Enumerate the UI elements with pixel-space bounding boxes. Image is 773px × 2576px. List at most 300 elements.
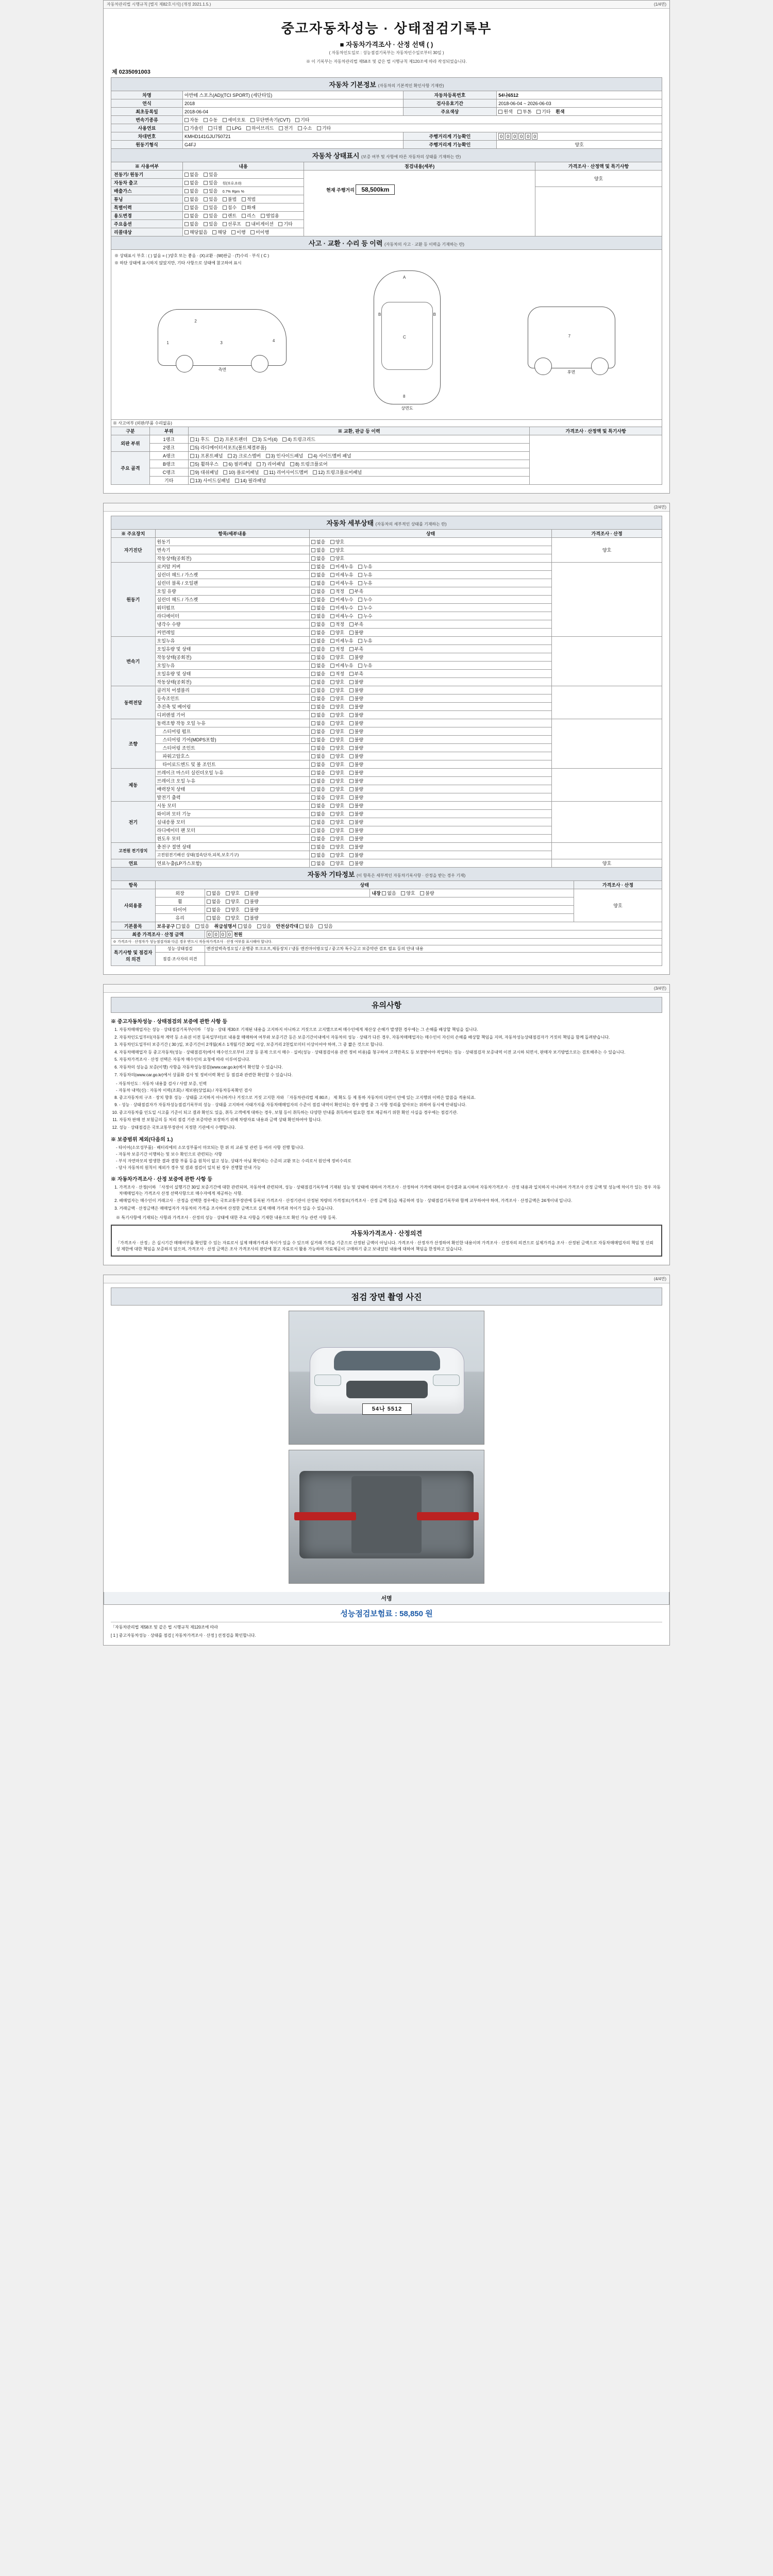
- state-option[interactable]: 양호: [330, 744, 344, 751]
- color-option[interactable]: 투톤: [517, 108, 531, 115]
- fuel-option[interactable]: LPG: [227, 126, 241, 131]
- part-option[interactable]: 7) 리어패널: [257, 461, 285, 467]
- checkbox-icon[interactable]: [257, 924, 261, 928]
- checkbox-icon[interactable]: [349, 738, 354, 742]
- checkbox-icon[interactable]: [358, 614, 362, 618]
- option[interactable]: 미이행: [250, 229, 269, 235]
- checkbox-icon[interactable]: [246, 222, 250, 226]
- checkbox-icon[interactable]: [226, 891, 230, 895]
- state-option[interactable]: 양호: [330, 720, 344, 726]
- state-option[interactable]: 미세누유: [330, 662, 354, 669]
- checkbox-icon[interactable]: [313, 470, 317, 474]
- checkbox-icon[interactable]: [311, 655, 315, 659]
- transmission-option[interactable]: 자동: [184, 116, 198, 123]
- transmission-option[interactable]: 세미오토: [223, 116, 246, 123]
- option[interactable]: 기타: [278, 221, 292, 227]
- transmission-option[interactable]: 무단변속기(CVT): [250, 116, 290, 123]
- checkbox-icon[interactable]: [245, 908, 249, 912]
- fuel-option[interactable]: 하이브리드: [246, 125, 274, 131]
- state-option[interactable]: 없음: [311, 769, 325, 776]
- checkbox-icon[interactable]: [311, 614, 315, 618]
- checkbox-icon[interactable]: [282, 437, 287, 442]
- state-option[interactable]: 불량: [349, 736, 363, 743]
- part-option[interactable]: 13) 사이드실패널: [190, 477, 230, 484]
- fuel-option[interactable]: 수소: [298, 125, 312, 131]
- checkbox-icon[interactable]: [318, 924, 323, 928]
- state-option[interactable]: 양호: [226, 914, 240, 921]
- state-option[interactable]: 불량: [245, 906, 259, 913]
- state-option[interactable]: 없음: [311, 720, 325, 726]
- checkbox-icon[interactable]: [311, 861, 315, 866]
- checkbox-icon[interactable]: [184, 222, 189, 226]
- option[interactable]: 불법: [223, 196, 237, 202]
- checkbox-icon[interactable]: [349, 730, 354, 734]
- checkbox-icon[interactable]: [330, 721, 334, 725]
- checkbox-icon[interactable]: [204, 222, 208, 226]
- checkbox-icon[interactable]: [311, 631, 315, 635]
- checkbox-icon[interactable]: [223, 206, 227, 210]
- state-option[interactable]: 없음: [311, 588, 325, 595]
- state-option[interactable]: 불량: [349, 819, 363, 825]
- state-option[interactable]: 불량: [349, 761, 363, 768]
- checkbox-icon[interactable]: [190, 437, 194, 442]
- checkbox-icon[interactable]: [349, 837, 354, 841]
- checkbox-icon[interactable]: [330, 812, 334, 816]
- state-option[interactable]: 양호: [330, 654, 344, 660]
- state-option[interactable]: 불량: [245, 898, 259, 905]
- checkbox-icon[interactable]: [330, 787, 334, 791]
- checkbox-icon[interactable]: [311, 713, 315, 717]
- state-option[interactable]: 없음: [311, 687, 325, 693]
- checkbox-icon[interactable]: [349, 746, 354, 750]
- state-option[interactable]: 없음: [311, 571, 325, 578]
- state-option[interactable]: 양호: [330, 860, 344, 867]
- state-option[interactable]: 누수: [358, 596, 372, 603]
- part-option[interactable]: 9) 대쉬패널: [190, 469, 219, 476]
- state-option[interactable]: 불량: [245, 890, 259, 896]
- state-option[interactable]: 없음: [207, 890, 221, 896]
- option[interactable]: 없음: [184, 171, 198, 178]
- part-option[interactable]: 5) 휠하우스: [190, 461, 219, 467]
- state-option[interactable]: 불량: [349, 654, 363, 660]
- state-option[interactable]: 양호: [330, 769, 344, 776]
- option[interactable]: 화재: [242, 204, 256, 211]
- checkbox-icon[interactable]: [349, 647, 354, 651]
- checkbox-icon[interactable]: [330, 598, 334, 602]
- option[interactable]: 렌트: [223, 212, 237, 219]
- checkbox-icon[interactable]: [330, 804, 334, 808]
- state-option[interactable]: 누유: [358, 580, 372, 586]
- checkbox-icon[interactable]: [208, 126, 212, 130]
- state-option[interactable]: 불량: [349, 843, 363, 850]
- checkbox-icon[interactable]: [330, 540, 334, 544]
- checkbox-icon[interactable]: [190, 462, 194, 466]
- checkbox-icon[interactable]: [207, 891, 211, 895]
- option[interactable]: 있음: [204, 204, 217, 211]
- checkbox-icon[interactable]: [317, 126, 321, 130]
- checkbox-icon[interactable]: [242, 197, 246, 201]
- option[interactable]: 적법: [242, 196, 256, 202]
- state-option[interactable]: 불량: [349, 777, 363, 784]
- state-option[interactable]: 불량: [349, 794, 363, 801]
- option[interactable]: 내비게이션: [246, 221, 273, 227]
- checkbox-icon[interactable]: [330, 754, 334, 758]
- checkbox-icon[interactable]: [204, 189, 208, 193]
- state-option[interactable]: 양호: [330, 810, 344, 817]
- state-option[interactable]: 불량: [349, 679, 363, 685]
- checkbox-icon[interactable]: [330, 853, 334, 857]
- checkbox-icon[interactable]: [349, 688, 354, 692]
- state-option[interactable]: 양호: [226, 890, 240, 896]
- checkbox-icon[interactable]: [261, 214, 265, 218]
- checkbox-icon[interactable]: [235, 479, 239, 483]
- part-option[interactable]: 3) 인사이드패널: [266, 452, 304, 459]
- checkbox-icon[interactable]: [311, 795, 315, 800]
- checkbox-icon[interactable]: [349, 779, 354, 783]
- checkbox-icon[interactable]: [311, 622, 315, 626]
- state-option[interactable]: 없음: [311, 547, 325, 553]
- checkbox-icon[interactable]: [330, 746, 334, 750]
- state-option[interactable]: 양호: [401, 890, 415, 896]
- state-option[interactable]: 없음: [176, 923, 190, 929]
- checkbox-icon[interactable]: [299, 924, 304, 928]
- checkbox-icon[interactable]: [349, 672, 354, 676]
- state-option[interactable]: 양호: [330, 835, 344, 842]
- state-option[interactable]: 없음: [311, 654, 325, 660]
- state-option[interactable]: 부족: [349, 621, 363, 628]
- state-option[interactable]: 미세누유: [330, 637, 354, 644]
- state-option[interactable]: 불량: [349, 860, 363, 867]
- state-option[interactable]: 양호: [330, 761, 344, 768]
- checkbox-icon[interactable]: [382, 891, 386, 895]
- checkbox-icon[interactable]: [311, 540, 315, 544]
- checkbox-icon[interactable]: [330, 672, 334, 676]
- checkbox-icon[interactable]: [311, 828, 315, 833]
- checkbox-icon[interactable]: [298, 126, 302, 130]
- option[interactable]: 없음: [184, 188, 198, 194]
- state-option[interactable]: 양호: [330, 736, 344, 743]
- checkbox-icon[interactable]: [311, 647, 315, 651]
- checkbox-icon[interactable]: [349, 713, 354, 717]
- checkbox-icon[interactable]: [250, 230, 255, 234]
- checkbox-icon[interactable]: [349, 828, 354, 833]
- fuel-option[interactable]: 가솔린: [184, 125, 203, 131]
- state-option[interactable]: 미세누수: [330, 613, 354, 619]
- checkbox-icon[interactable]: [330, 688, 334, 692]
- part-option[interactable]: 8) 트렁크플로어: [290, 461, 328, 467]
- state-option[interactable]: 없음: [311, 736, 325, 743]
- checkbox-icon[interactable]: [311, 672, 315, 676]
- checkbox-icon[interactable]: [330, 664, 334, 668]
- checkbox-icon[interactable]: [330, 614, 334, 618]
- state-option[interactable]: 없음: [311, 695, 325, 702]
- checkbox-icon[interactable]: [330, 556, 334, 561]
- checkbox-icon[interactable]: [308, 454, 312, 458]
- checkbox-icon[interactable]: [311, 837, 315, 841]
- state-option[interactable]: 양호: [330, 538, 344, 545]
- state-option[interactable]: 없음: [238, 923, 252, 929]
- state-option[interactable]: 양호: [330, 629, 344, 636]
- checkbox-icon[interactable]: [330, 697, 334, 701]
- color-option[interactable]: 기타: [536, 108, 550, 115]
- option[interactable]: 있음: [204, 171, 217, 178]
- checkbox-icon[interactable]: [257, 462, 261, 466]
- option[interactable]: 리스: [242, 212, 256, 219]
- checkbox-icon[interactable]: [184, 206, 189, 210]
- state-option[interactable]: 없음: [311, 835, 325, 842]
- checkbox-icon[interactable]: [253, 437, 257, 442]
- state-option[interactable]: 미세누수: [330, 604, 354, 611]
- state-option[interactable]: 불량: [349, 720, 363, 726]
- checkbox-icon[interactable]: [330, 548, 334, 552]
- checkbox-icon[interactable]: [358, 598, 362, 602]
- checkbox-icon[interactable]: [330, 647, 334, 651]
- checkbox-icon[interactable]: [279, 126, 283, 130]
- checkbox-icon[interactable]: [204, 181, 208, 185]
- checkbox-icon[interactable]: [349, 762, 354, 767]
- checkbox-icon[interactable]: [311, 804, 315, 808]
- checkbox-icon[interactable]: [311, 565, 315, 569]
- checkbox-icon[interactable]: [264, 470, 268, 474]
- state-option[interactable]: 누수: [358, 613, 372, 619]
- state-option[interactable]: 양호: [330, 547, 344, 553]
- state-option[interactable]: 양호: [330, 728, 344, 735]
- state-option[interactable]: 누수: [358, 604, 372, 611]
- state-option[interactable]: 양호: [226, 898, 240, 905]
- checkbox-icon[interactable]: [242, 214, 246, 218]
- state-option[interactable]: 적정: [330, 670, 344, 677]
- checkbox-icon[interactable]: [207, 916, 211, 920]
- state-option[interactable]: 없음: [311, 860, 325, 867]
- checkbox-icon[interactable]: [227, 126, 231, 130]
- state-option[interactable]: 있음: [318, 923, 332, 929]
- checkbox-icon[interactable]: [330, 837, 334, 841]
- checkbox-icon[interactable]: [349, 721, 354, 725]
- checkbox-icon[interactable]: [349, 845, 354, 849]
- option[interactable]: 있음: [204, 188, 217, 194]
- checkbox-icon[interactable]: [223, 118, 227, 122]
- checkbox-icon[interactable]: [223, 222, 227, 226]
- checkbox-icon[interactable]: [330, 639, 334, 643]
- checkbox-icon[interactable]: [330, 779, 334, 783]
- checkbox-icon[interactable]: [226, 908, 230, 912]
- state-option[interactable]: 없음: [311, 744, 325, 751]
- option[interactable]: 없음: [184, 196, 198, 202]
- state-option[interactable]: 없음: [311, 555, 325, 562]
- checkbox-icon[interactable]: [349, 804, 354, 808]
- state-option[interactable]: 불량: [349, 687, 363, 693]
- checkbox-icon[interactable]: [311, 738, 315, 742]
- state-option[interactable]: 누유: [358, 637, 372, 644]
- checkbox-icon[interactable]: [184, 126, 189, 130]
- checkbox-icon[interactable]: [184, 173, 189, 177]
- checkbox-icon[interactable]: [278, 222, 282, 226]
- state-option[interactable]: 없음: [311, 753, 325, 759]
- fuel-option[interactable]: 기타: [317, 125, 331, 131]
- state-option[interactable]: 적정: [330, 646, 344, 652]
- option[interactable]: 영업용: [261, 212, 279, 219]
- checkbox-icon[interactable]: [311, 548, 315, 552]
- checkbox-icon[interactable]: [311, 853, 315, 857]
- state-option[interactable]: 불량: [349, 802, 363, 809]
- state-option[interactable]: 양호: [330, 794, 344, 801]
- checkbox-icon[interactable]: [228, 454, 232, 458]
- state-option[interactable]: 없음: [311, 819, 325, 825]
- checkbox-icon[interactable]: [184, 197, 189, 201]
- checkbox-icon[interactable]: [349, 795, 354, 800]
- state-option[interactable]: 없음: [311, 810, 325, 817]
- state-option[interactable]: 없음: [207, 906, 221, 913]
- state-option[interactable]: 없음: [311, 852, 325, 858]
- checkbox-icon[interactable]: [226, 916, 230, 920]
- state-option[interactable]: 없음: [299, 923, 313, 929]
- state-option[interactable]: 양호: [330, 827, 344, 834]
- checkbox-icon[interactable]: [358, 606, 362, 610]
- checkbox-icon[interactable]: [358, 664, 362, 668]
- checkbox-icon[interactable]: [212, 230, 216, 234]
- state-option[interactable]: 없음: [207, 914, 221, 921]
- option[interactable]: 없음: [184, 204, 198, 211]
- checkbox-icon[interactable]: [330, 606, 334, 610]
- checkbox-icon[interactable]: [330, 738, 334, 742]
- state-option[interactable]: 불량: [349, 769, 363, 776]
- state-option[interactable]: 없음: [311, 646, 325, 652]
- checkbox-icon[interactable]: [311, 664, 315, 668]
- checkbox-icon[interactable]: [250, 118, 255, 122]
- state-option[interactable]: 불량: [349, 711, 363, 718]
- checkbox-icon[interactable]: [204, 197, 208, 201]
- checkbox-icon[interactable]: [184, 214, 189, 218]
- checkbox-icon[interactable]: [349, 853, 354, 857]
- state-option[interactable]: 양호: [226, 906, 240, 913]
- checkbox-icon[interactable]: [498, 110, 502, 114]
- state-option[interactable]: 불량: [349, 810, 363, 817]
- checkbox-icon[interactable]: [311, 787, 315, 791]
- checkbox-icon[interactable]: [245, 900, 249, 904]
- state-option[interactable]: 없음: [311, 679, 325, 685]
- state-option[interactable]: 양호: [330, 695, 344, 702]
- state-option[interactable]: 없음: [311, 777, 325, 784]
- state-option[interactable]: 없음: [311, 786, 325, 792]
- checkbox-icon[interactable]: [358, 581, 362, 585]
- checkbox-icon[interactable]: [311, 581, 315, 585]
- checkbox-icon[interactable]: [184, 230, 189, 234]
- option[interactable]: 이행: [231, 229, 245, 235]
- state-option[interactable]: 양호: [330, 777, 344, 784]
- checkbox-icon[interactable]: [420, 891, 424, 895]
- checkbox-icon[interactable]: [349, 697, 354, 701]
- option[interactable]: 없음: [184, 221, 198, 227]
- part-option[interactable]: 11) 리어사이드멤버: [264, 469, 308, 476]
- checkbox-icon[interactable]: [311, 820, 315, 824]
- state-option[interactable]: 불량: [349, 695, 363, 702]
- state-option[interactable]: 없음: [311, 761, 325, 768]
- checkbox-icon[interactable]: [184, 118, 189, 122]
- checkbox-icon[interactable]: [311, 688, 315, 692]
- checkbox-icon[interactable]: [349, 622, 354, 626]
- checkbox-icon[interactable]: [330, 845, 334, 849]
- transmission-option[interactable]: 수동: [204, 116, 217, 123]
- state-option[interactable]: 불량: [349, 753, 363, 759]
- state-option[interactable]: 없음: [311, 613, 325, 619]
- checkbox-icon[interactable]: [330, 589, 334, 594]
- checkbox-icon[interactable]: [190, 479, 194, 483]
- state-option[interactable]: 양호: [330, 703, 344, 710]
- state-option[interactable]: 없음: [311, 538, 325, 545]
- state-option[interactable]: 부족: [349, 646, 363, 652]
- checkbox-icon[interactable]: [311, 556, 315, 561]
- checkbox-icon[interactable]: [311, 606, 315, 610]
- state-option[interactable]: 미세누유: [330, 580, 354, 586]
- checkbox-icon[interactable]: [330, 622, 334, 626]
- option[interactable]: 있음: [204, 221, 217, 227]
- checkbox-icon[interactable]: [349, 787, 354, 791]
- checkbox-icon[interactable]: [349, 655, 354, 659]
- checkbox-icon[interactable]: [195, 924, 199, 928]
- checkbox-icon[interactable]: [311, 754, 315, 758]
- state-option[interactable]: 불량: [349, 827, 363, 834]
- state-option[interactable]: 부족: [349, 670, 363, 677]
- part-option[interactable]: 5) 라디에이터서포트(볼트체결부품): [190, 444, 266, 451]
- checkbox-icon[interactable]: [330, 565, 334, 569]
- state-option[interactable]: 부족: [349, 588, 363, 595]
- state-option[interactable]: 없음: [382, 890, 396, 896]
- option[interactable]: 해당없음: [184, 229, 208, 235]
- transmission-option[interactable]: 기타: [295, 116, 309, 123]
- state-option[interactable]: 있음: [257, 923, 271, 929]
- checkbox-icon[interactable]: [349, 589, 354, 594]
- option[interactable]: 있음: [204, 196, 217, 202]
- state-option[interactable]: 양호: [330, 687, 344, 693]
- checkbox-icon[interactable]: [223, 197, 227, 201]
- part-option[interactable]: 12) 트렁크플로어패널: [313, 469, 362, 476]
- option[interactable]: 없음: [184, 179, 198, 186]
- state-option[interactable]: 없음: [311, 703, 325, 710]
- state-option[interactable]: 없음: [311, 670, 325, 677]
- option[interactable]: 침수: [223, 204, 237, 211]
- checkbox-icon[interactable]: [358, 639, 362, 643]
- checkbox-icon[interactable]: [330, 631, 334, 635]
- state-option[interactable]: 적정: [330, 621, 344, 628]
- checkbox-icon[interactable]: [349, 680, 354, 684]
- part-option[interactable]: 4) 트렁크리드: [282, 436, 315, 443]
- checkbox-icon[interactable]: [311, 779, 315, 783]
- checkbox-icon[interactable]: [190, 470, 194, 474]
- checkbox-icon[interactable]: [311, 639, 315, 643]
- checkbox-icon[interactable]: [242, 206, 246, 210]
- checkbox-icon[interactable]: [330, 861, 334, 866]
- checkbox-icon[interactable]: [517, 110, 522, 114]
- state-option[interactable]: 없음: [311, 843, 325, 850]
- state-option[interactable]: 누유: [358, 563, 372, 570]
- checkbox-icon[interactable]: [330, 795, 334, 800]
- checkbox-icon[interactable]: [330, 762, 334, 767]
- checkbox-icon[interactable]: [349, 812, 354, 816]
- state-option[interactable]: 없음: [311, 662, 325, 669]
- checkbox-icon[interactable]: [223, 462, 227, 466]
- state-option[interactable]: 없음: [311, 563, 325, 570]
- checkbox-icon[interactable]: [190, 454, 194, 458]
- state-option[interactable]: 누유: [358, 571, 372, 578]
- checkbox-icon[interactable]: [176, 924, 180, 928]
- checkbox-icon[interactable]: [204, 118, 208, 122]
- state-option[interactable]: 불량: [349, 852, 363, 858]
- state-option[interactable]: 불량: [349, 835, 363, 842]
- state-option[interactable]: 없음: [311, 711, 325, 718]
- checkbox-icon[interactable]: [349, 754, 354, 758]
- checkbox-icon[interactable]: [536, 110, 541, 114]
- checkbox-icon[interactable]: [330, 705, 334, 709]
